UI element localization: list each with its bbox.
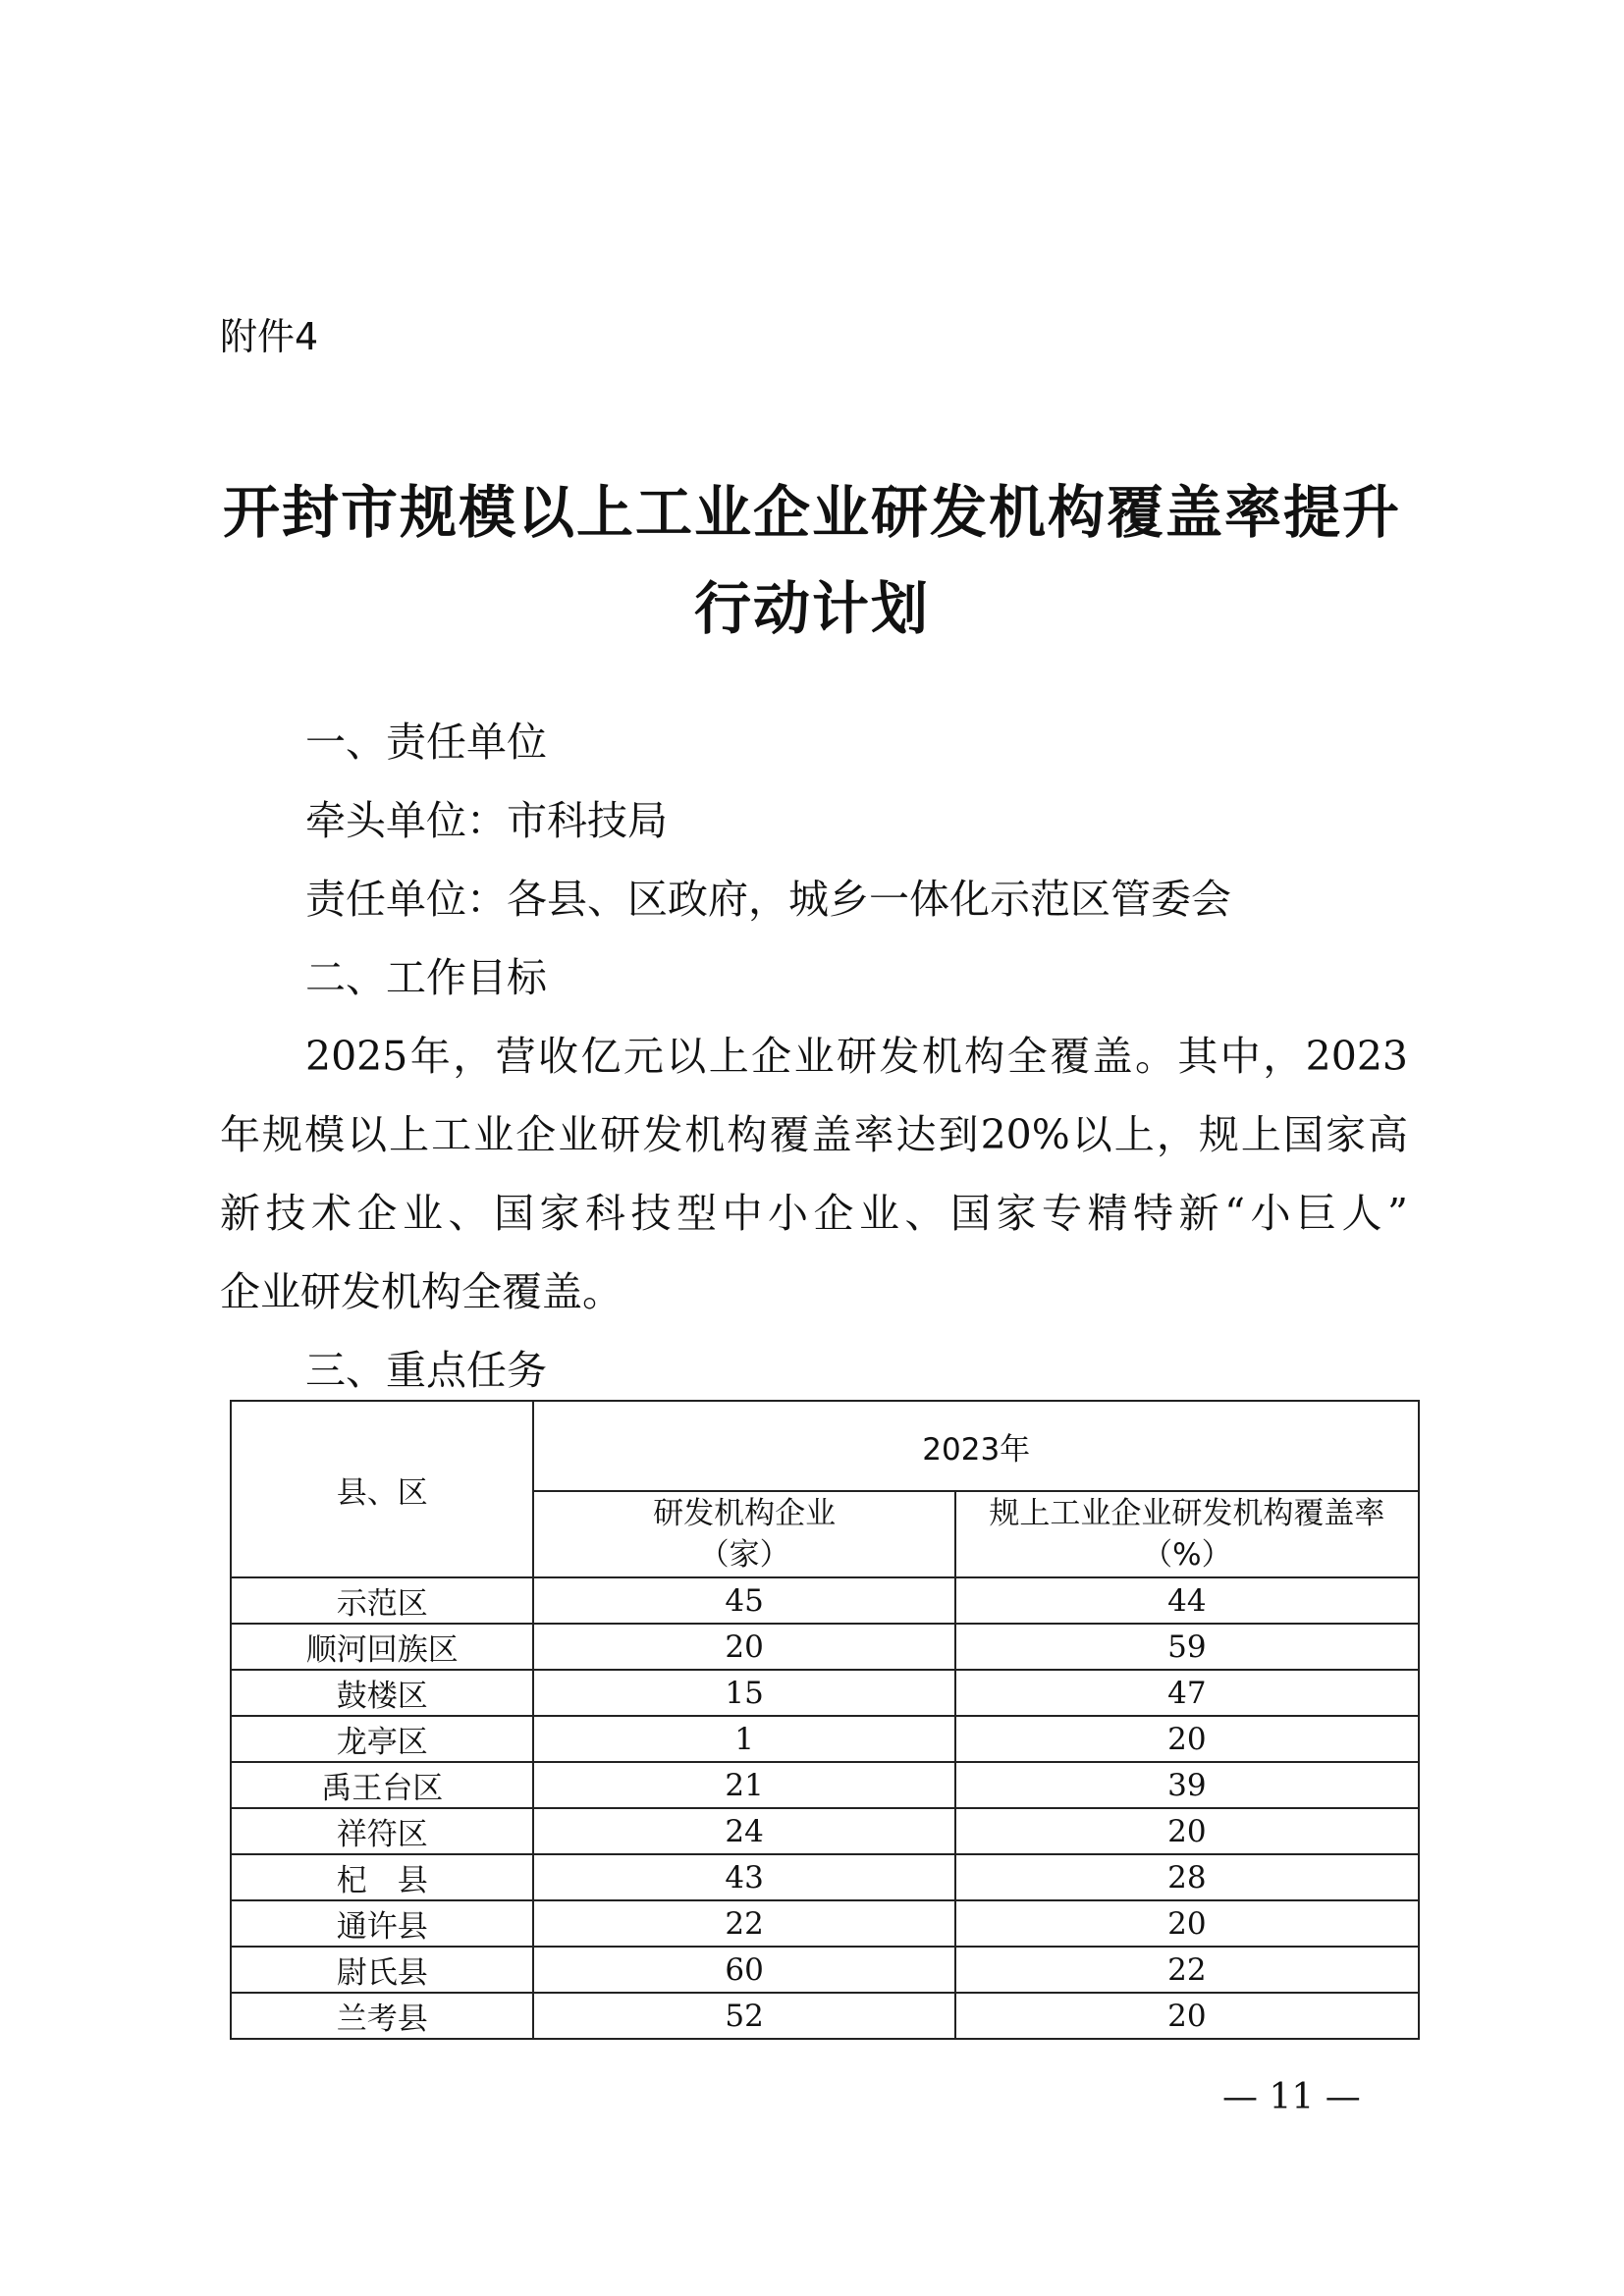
goal-paragraph-line: 新技术企业、国家科技型中小企业、国家专精特新“小巨人” [220,1190,1408,1237]
cell-region: 禹王台区 [231,1762,533,1808]
header-orgs-unit: （家） [698,1537,790,1573]
annex-label: 附件4 [220,315,319,358]
table-row [231,1624,1419,1670]
section-heading-tasks: 三、重点任务 [305,1347,547,1394]
header-year: 2023年 [533,1401,1419,1491]
responsible-unit-line [305,870,1231,929]
table-row [231,1716,1419,1762]
document-title-line-2: 行动计划 [693,575,930,642]
table-row [231,1993,1419,2039]
cell-orgs: 24 [533,1808,954,1854]
table-row [231,1577,1419,1624]
cell-rate: 39 [955,1762,1419,1808]
header-orgs [533,1491,954,1577]
page-number: — 11 — [1222,2077,1361,2117]
table-row [231,1854,1419,1900]
cell-orgs: 43 [533,1854,954,1900]
cell-rate: 44 [955,1577,1419,1624]
cell-region: 通许县 [231,1900,533,1947]
header-rate-label: 规上工业企业研发机构覆盖率 [989,1496,1385,1531]
table-row [231,1808,1419,1854]
cell-rate: 59 [955,1624,1419,1670]
cell-rate: 20 [955,1993,1419,2039]
cell-region: 杞 县 [231,1854,533,1900]
cell-rate: 20 [955,1900,1419,1947]
table-row [231,1670,1419,1716]
document-title-line-1: 开封市规模以上工业企业研发机构覆盖率提升 [222,479,1401,546]
section-heading-goals: 二、工作目标 [305,954,547,1001]
cell-rate: 20 [955,1808,1419,1854]
goal-paragraph-line: 年规模以上工业企业研发机构覆盖率达到20%以上，规上国家高 [220,1111,1408,1158]
header-rate [955,1491,1419,1577]
cell-orgs: 20 [533,1624,954,1670]
section-heading-responsibility: 一、责任单位 [305,719,547,766]
table-row [231,1762,1419,1808]
cell-rate: 47 [955,1670,1419,1716]
responsible-unit-label: 责任单位： [305,876,507,923]
table-header-row [231,1401,1419,1491]
cell-region: 鼓楼区 [231,1670,533,1716]
cell-region: 龙亭区 [231,1716,533,1762]
cell-region: 顺河回族区 [231,1624,533,1670]
cell-orgs: 45 [533,1577,954,1624]
header-region: 县、区 [231,1401,533,1577]
lead-unit-label: 牵头单位： [305,797,507,844]
cell-rate: 20 [955,1716,1419,1762]
cell-orgs: 21 [533,1762,954,1808]
cell-region: 祥符区 [231,1808,533,1854]
header-rate-unit: （%） [1142,1537,1232,1573]
table-row [231,1947,1419,1993]
table-row [231,1900,1419,1947]
cell-orgs: 52 [533,1993,954,2039]
coverage-table [230,1400,1420,2040]
responsible-unit-value: 各县、区政府，城乡一体化示范区管委会 [507,876,1231,923]
goal-paragraph-line: 2025年，营收亿元以上企业研发机构全覆盖。其中，2023 [305,1033,1408,1080]
cell-orgs: 60 [533,1947,954,1993]
cell-rate: 22 [955,1947,1419,1993]
cell-orgs: 15 [533,1670,954,1716]
lead-unit-value: 市科技局 [507,797,668,844]
cell-region: 兰考县 [231,1993,533,2039]
cell-rate: 28 [955,1854,1419,1900]
cell-orgs: 22 [533,1900,954,1947]
lead-unit-line [305,791,668,850]
goal-paragraph-line: 企业研发机构全覆盖。 [220,1268,623,1315]
cell-orgs: 1 [533,1716,954,1762]
cell-region: 尉氏县 [231,1947,533,1993]
header-orgs-label: 研发机构企业 [653,1496,837,1531]
cell-region: 示范区 [231,1577,533,1624]
